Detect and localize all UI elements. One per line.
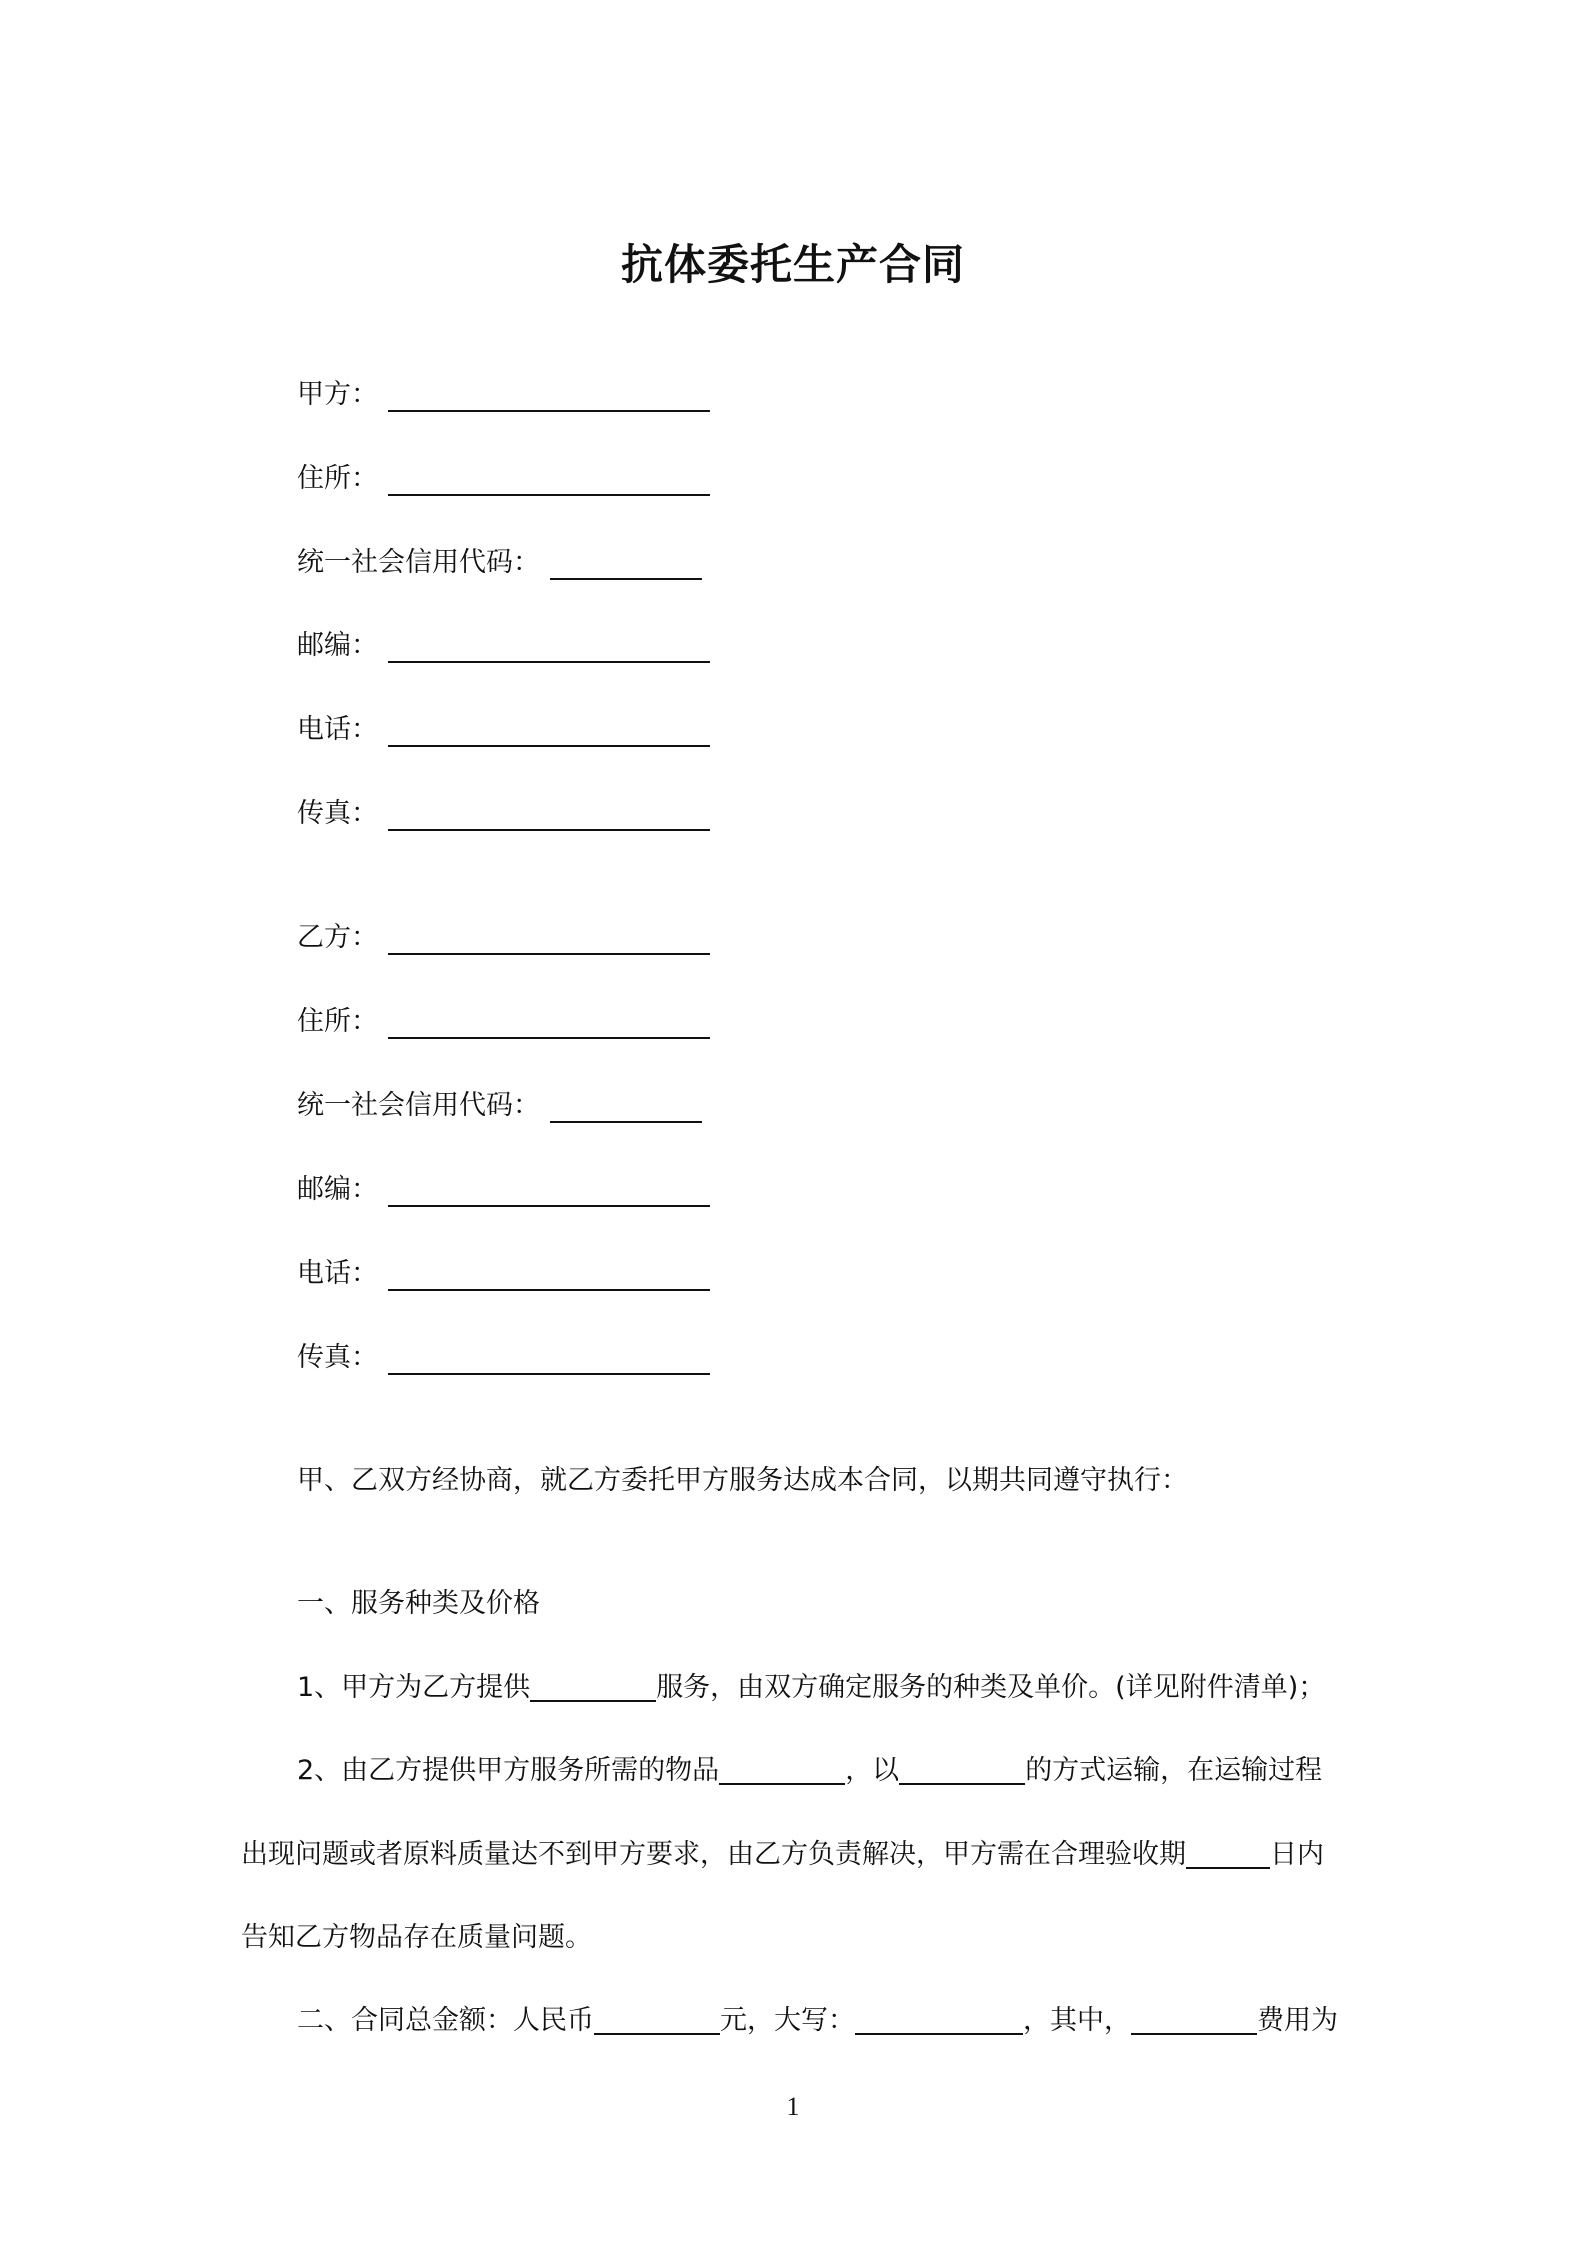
party-a-phone-field bbox=[297, 697, 710, 747]
clause-2-line-3: 告知乙方物品存在质量问题。 bbox=[241, 1922, 592, 1953]
party-a-address-label: 住所： bbox=[297, 463, 378, 494]
party-a-phone-blank[interactable] bbox=[388, 715, 710, 747]
party-b-name-label: 乙方： bbox=[297, 922, 378, 953]
document-title: 抗体委托生产合同 bbox=[620, 240, 965, 289]
section-2-fee-blank[interactable] bbox=[1131, 2003, 1257, 2035]
party-a-credit-code-field bbox=[297, 530, 702, 580]
clause-1 bbox=[297, 1668, 1325, 1708]
section-2-text-c: ，其中， bbox=[1023, 2005, 1131, 2036]
party-b-name-field bbox=[297, 905, 710, 955]
party-b-phone-blank[interactable] bbox=[388, 1259, 710, 1291]
party-b-credit-code-blank[interactable] bbox=[550, 1091, 702, 1123]
clause-2-line-1 bbox=[297, 1751, 1322, 1791]
party-a-postcode-field bbox=[297, 613, 710, 663]
party-a-postcode-label: 邮编： bbox=[297, 630, 378, 661]
clause-2-transport-blank[interactable] bbox=[899, 1753, 1025, 1785]
party-a-name-label: 甲方： bbox=[297, 379, 378, 410]
clause-1-text-a: 1、甲方为乙方提供 bbox=[297, 1672, 531, 1703]
clause-2-text-c: 的方式运输，在运输过程 bbox=[1025, 1755, 1323, 1786]
party-b-name-blank[interactable] bbox=[388, 923, 710, 955]
clause-1-text-b: 服务，由双方确定服务的种类及单价。(详见附件清单)； bbox=[656, 1672, 1326, 1703]
party-a-fax-label: 传真： bbox=[297, 798, 378, 829]
section-1-heading: 一、服务种类及价格 bbox=[297, 1588, 540, 1619]
party-a-address-blank[interactable] bbox=[388, 464, 710, 496]
party-b-address-blank[interactable] bbox=[388, 1007, 710, 1039]
party-b-postcode-field bbox=[297, 1157, 710, 1207]
party-b-fax-field bbox=[297, 1325, 710, 1375]
party-b-fax-label: 传真： bbox=[297, 1342, 378, 1373]
party-a-postcode-blank[interactable] bbox=[388, 631, 710, 663]
party-b-postcode-label: 邮编： bbox=[297, 1174, 378, 1205]
party-a-name-field bbox=[297, 362, 710, 412]
section-2-amount-words-blank[interactable] bbox=[855, 2003, 1023, 2035]
party-b-credit-code-label: 统一社会信用代码： bbox=[297, 1090, 540, 1121]
party-a-name-blank[interactable] bbox=[388, 380, 710, 412]
section-2-text-a: 二、合同总金额：人民币 bbox=[297, 2005, 594, 2036]
intro-paragraph: 甲、乙双方经协商，就乙方委托甲方服务达成本合同，以期共同遵守执行： bbox=[297, 1465, 1188, 1496]
clause-2-text-b: ，以 bbox=[845, 1755, 900, 1786]
section-2-amount-blank[interactable] bbox=[594, 2003, 720, 2035]
clause-2-text-a: 2、由乙方提供甲方服务所需的物品 bbox=[297, 1755, 720, 1786]
party-a-fax-blank[interactable] bbox=[388, 799, 710, 831]
party-b-address-label: 住所： bbox=[297, 1006, 378, 1037]
clause-2-line-2 bbox=[241, 1835, 1324, 1875]
clause-1-service-blank[interactable] bbox=[530, 1670, 656, 1702]
party-a-phone-label: 电话： bbox=[297, 714, 378, 745]
page-number: 1 bbox=[786, 2092, 800, 2121]
party-b-fax-blank[interactable] bbox=[388, 1343, 710, 1375]
party-b-postcode-blank[interactable] bbox=[388, 1175, 710, 1207]
party-a-address-field bbox=[297, 446, 710, 496]
clause-2-text-e: 日内 bbox=[1270, 1839, 1324, 1870]
party-b-address-field bbox=[297, 989, 710, 1039]
party-b-phone-label: 电话： bbox=[297, 1258, 378, 1289]
party-b-phone-field bbox=[297, 1241, 710, 1291]
party-b-credit-code-field bbox=[297, 1073, 702, 1123]
party-a-credit-code-label: 统一社会信用代码： bbox=[297, 547, 540, 578]
clause-2-days-blank[interactable] bbox=[1186, 1837, 1270, 1869]
party-a-fax-field bbox=[297, 781, 710, 831]
section-2-text-d: 费用为 bbox=[1257, 2005, 1338, 2036]
section-2-line bbox=[297, 2001, 1338, 2041]
party-a-credit-code-blank[interactable] bbox=[550, 548, 702, 580]
section-2-text-b: 元，大写： bbox=[720, 2005, 855, 2036]
clause-2-item-blank[interactable] bbox=[719, 1753, 845, 1785]
clause-2-text-d: 出现问题或者原料质量达不到甲方要求，由乙方负责解决，甲方需在合理验收期 bbox=[241, 1839, 1186, 1870]
